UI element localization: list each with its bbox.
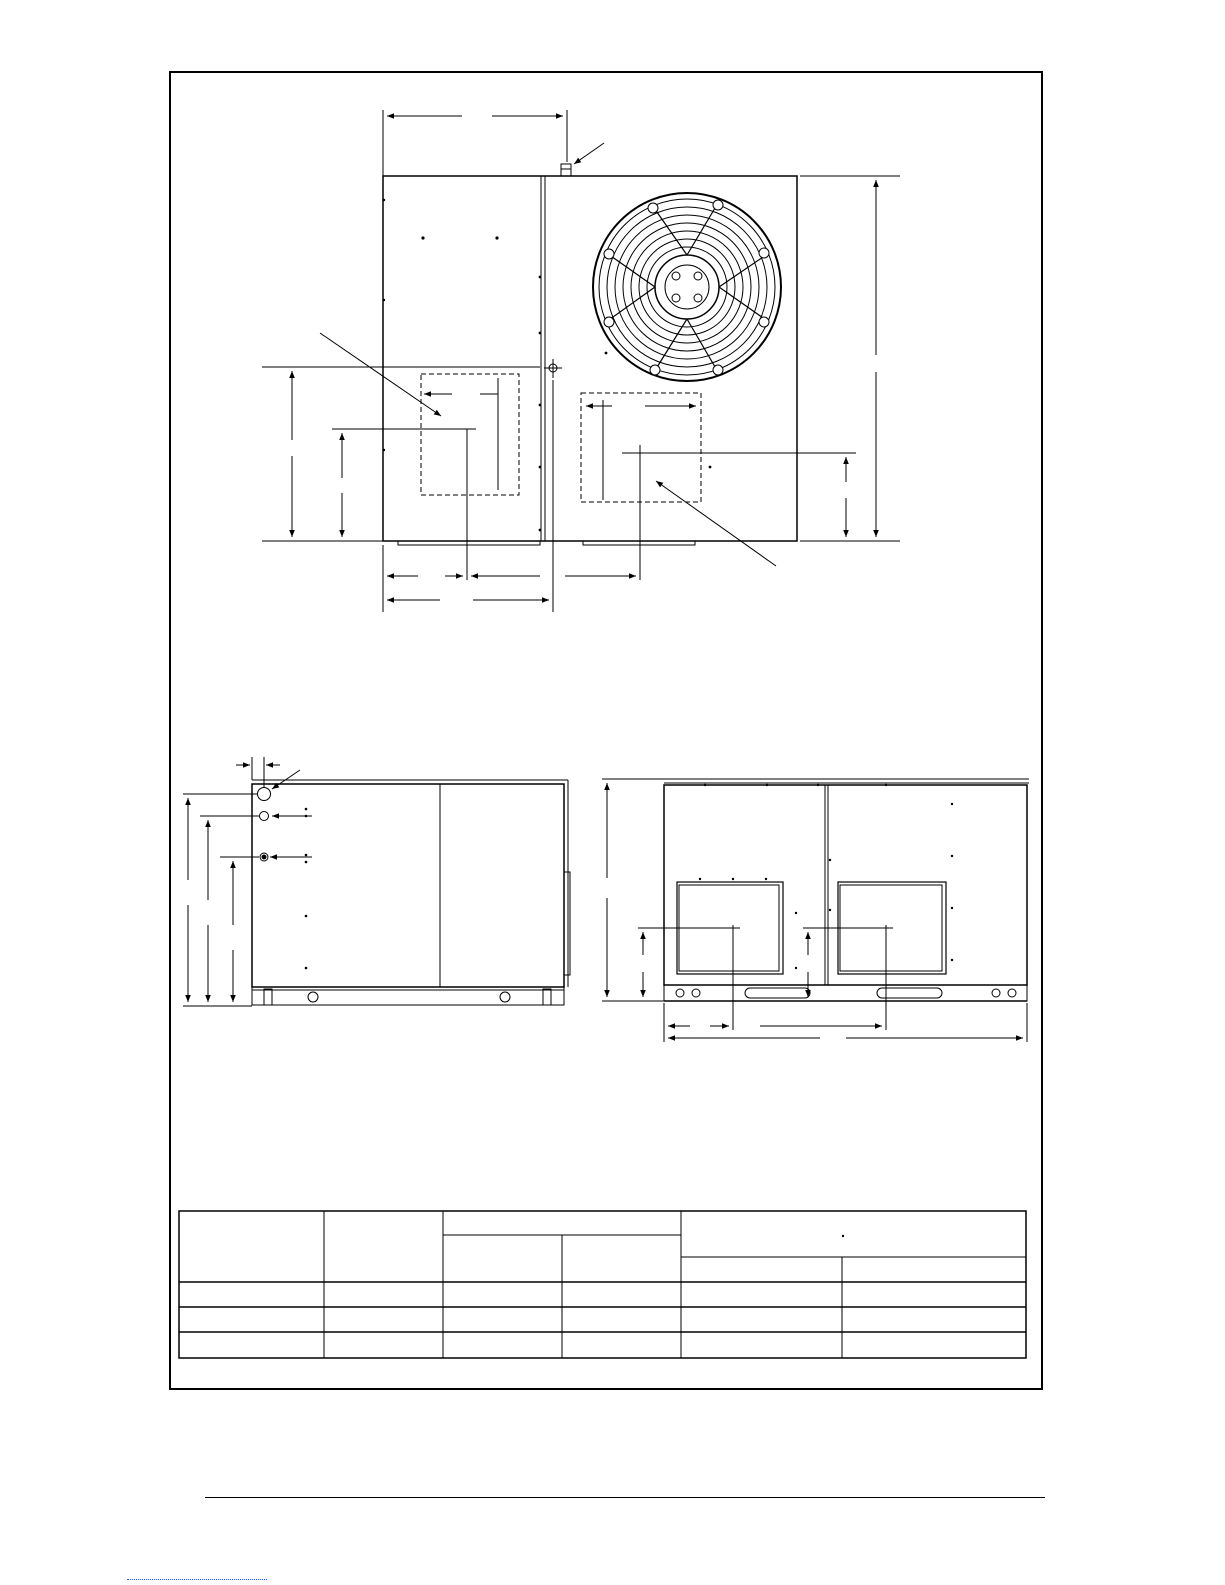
rear-view-dimensions <box>602 779 1027 1042</box>
knockout-hole-icon <box>992 989 1000 997</box>
footer-rule <box>205 1497 1045 1498</box>
footer-link-underline[interactable] <box>127 1579 267 1580</box>
left-side-view <box>183 757 570 1006</box>
supply-opening-outline <box>581 393 701 502</box>
fastener-dots <box>383 199 712 532</box>
condenser-fan-grille-icon <box>593 193 781 381</box>
knockout-hole-icon <box>692 989 700 997</box>
return-opening-outline <box>421 374 519 495</box>
knockout-hole-icon <box>308 992 318 1002</box>
center-of-gravity-icon <box>544 359 562 378</box>
pipe-stub-icon <box>561 164 571 176</box>
knockout-hole-icon <box>500 992 510 1002</box>
drawing-frame <box>170 72 1042 1389</box>
knockout-hole-icon <box>260 812 269 821</box>
dimensions-table <box>179 1211 1026 1358</box>
knockout-hole-icon <box>1008 989 1016 997</box>
rear-view <box>602 779 1029 1042</box>
unit-body-top <box>383 176 797 541</box>
knockout-hole-icon <box>258 788 271 801</box>
top-view <box>262 110 900 612</box>
pipe-leader <box>574 143 604 164</box>
rear-base-rail <box>664 985 1027 1001</box>
side-panel <box>252 784 564 987</box>
side-view-dimensions <box>183 757 312 1006</box>
knockout-hole-icon <box>676 989 684 997</box>
top-view-dimensions <box>262 110 900 612</box>
